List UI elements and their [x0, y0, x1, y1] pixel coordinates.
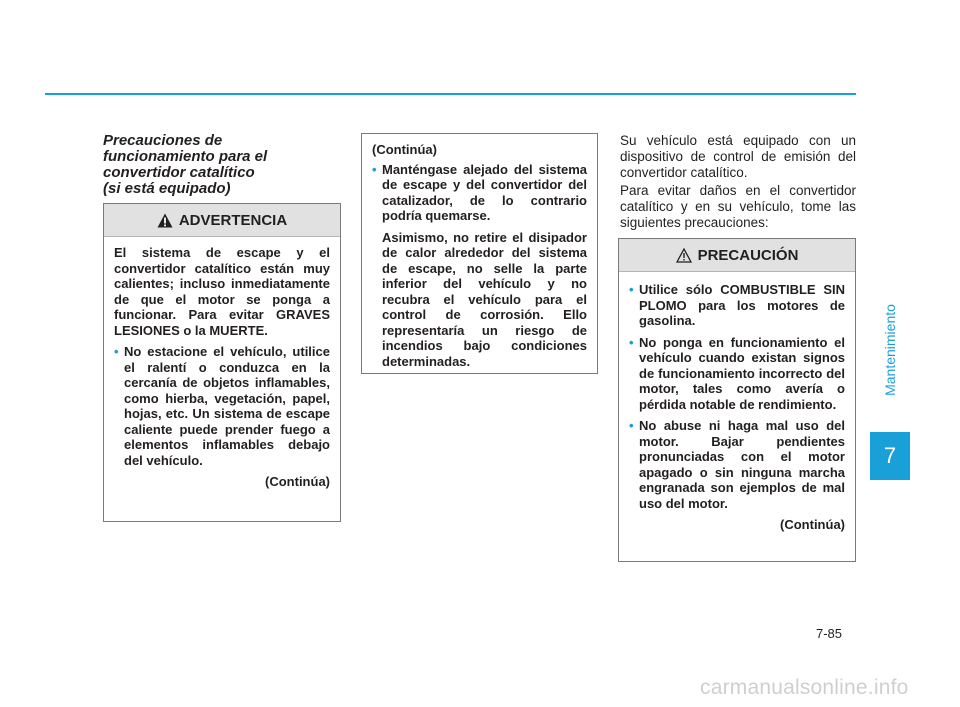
section-title-line: (si está equipado) — [103, 180, 231, 197]
bullet-dot: • — [372, 161, 377, 177]
caution-bullet-text: Utilice sólo COMBUSTIBLE SIN PLOMO para los motores de gasolina. — [639, 282, 845, 328]
section-title-line: convertidor catalítico — [103, 164, 255, 181]
bullet-dot: • — [629, 282, 634, 297]
warning-header — [104, 204, 340, 237]
body-paragraph-2: Para evitar daños en el convertidor catalítico y en su vehículo, tome las siguientes precauciones: — [620, 183, 856, 230]
caution-bullet — [629, 335, 845, 413]
page-number: 7-85 — [816, 626, 843, 641]
warning-header-label: ADVERTENCIA — [178, 211, 288, 229]
warning-bullet-text: No estacione el vehículo, utilice el ralentí o conduzca en la cercanía de objetos inflamables, como hierba, vegetación, papel, hojas, etc. Un sistema de escape caliente puede prender fuego a elementos inflamables debajo del vehículo. — [124, 344, 330, 468]
bullet-dot: • — [114, 344, 119, 359]
warning-box — [103, 203, 341, 522]
warning-intro: El sistema de escape y el convertidor catalítico están muy calientes; incluso inmediatamente de que el motor se ponga a funcionar. Para evitar GRAVES LESIONES o la MUERTE. — [114, 245, 330, 338]
caution-box — [618, 238, 856, 562]
top-rule — [45, 93, 856, 95]
continued-heading: (Continúa) — [372, 142, 437, 157]
bullet-dot: • — [629, 334, 634, 350]
section-title-line: Precauciones de — [103, 132, 223, 149]
side-tab-label-text: Mantenimiento — [882, 304, 899, 396]
continued-box — [361, 133, 598, 374]
section-title — [103, 133, 343, 197]
warning-continued: (Continúa) — [265, 474, 330, 489]
caution-header — [619, 239, 855, 272]
caution-continued: (Continúa) — [780, 517, 845, 532]
watermark: carmanualsonline.info — [700, 676, 909, 699]
caution-header-label: PRECAUCIÓN — [697, 246, 799, 264]
section-title-line: funcionamiento para el — [103, 148, 268, 165]
side-tab-label — [870, 280, 910, 420]
warning-triangle-icon — [157, 213, 173, 228]
continued-bullet-text: Manténgase alejado del sistema de escape y del convertidor del catalizador, de lo contrario podría quemarse. — [382, 161, 587, 223]
warning-bullet — [114, 344, 330, 468]
bullet-dot: • — [629, 418, 634, 433]
caution-triangle-icon — [676, 248, 692, 263]
caution-bullet-text: No abuse ni haga mal uso del motor. Bajar pendientes pronunciadas con el motor apagado o sin ninguna marcha engranada son ejemplos de mal uso del motor. — [639, 418, 845, 511]
chapter-number: 7 — [883, 443, 897, 468]
caution-bullet-text: No ponga en funcionamiento el vehículo cuando existan signos de funcionamiento incorrecto del motor, tales como avería o pérdida notable de rendimiento. — [639, 334, 845, 412]
body-paragraph-1: Su vehículo está equipado con un dispositivo de control de emisión del convertidor catalítico. — [620, 133, 856, 180]
chapter-tab — [870, 432, 910, 480]
continued-paragraph: Asimismo, no retire el disipador de calor alrededor del sistema de escape, no selle la parte inferior del vehículo y no recubra el vehículo para el control de corrosión. Ello representaría un riesgo de incendios bajo condiciones determinadas. — [382, 229, 587, 369]
caution-bullet — [629, 282, 845, 329]
continued-bullet — [372, 162, 587, 224]
caution-bullet — [629, 418, 845, 511]
